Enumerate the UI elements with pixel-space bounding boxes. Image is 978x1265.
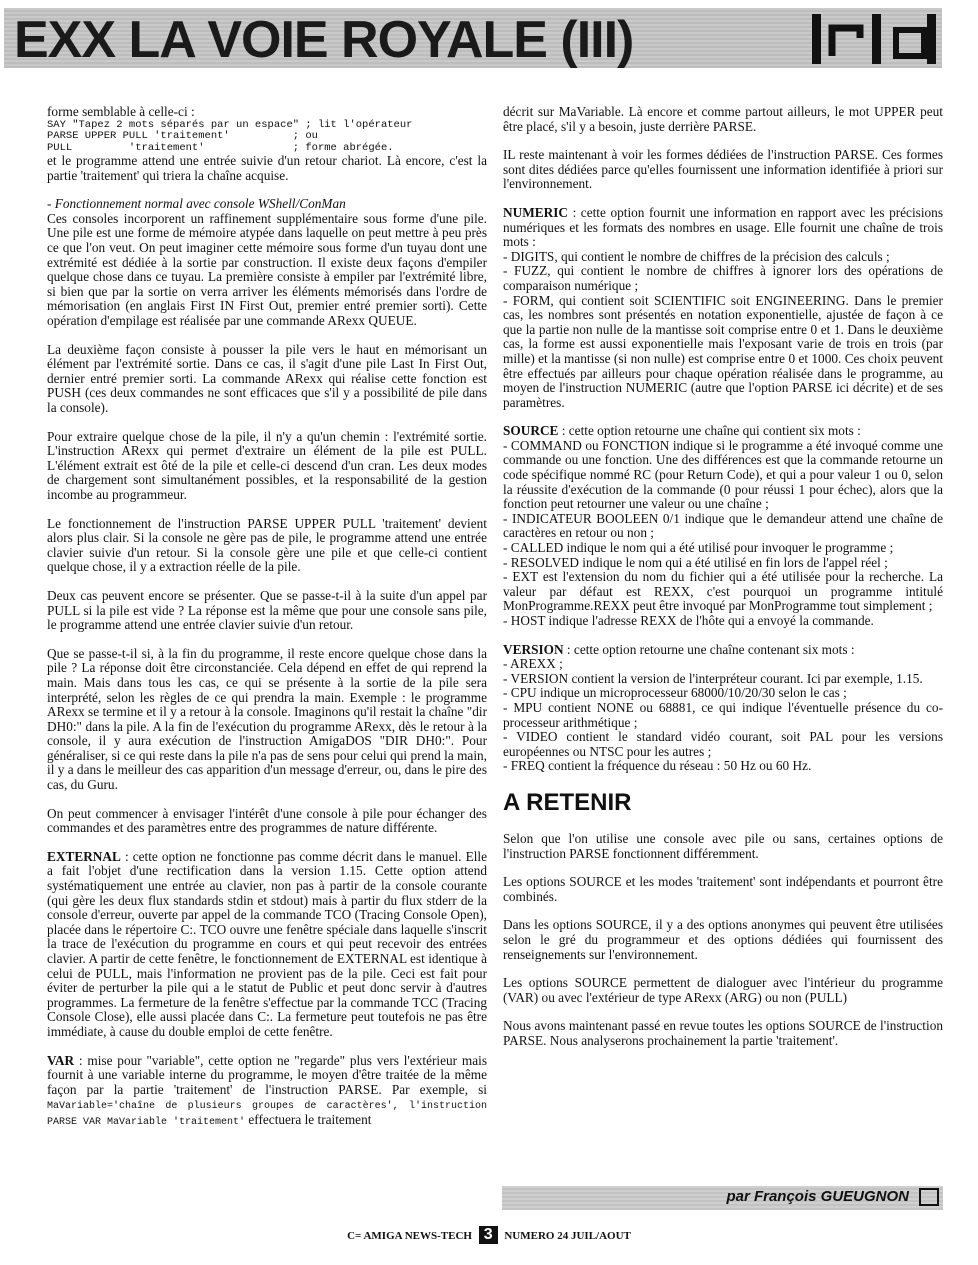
left-column	[47, 105, 487, 1142]
paragraph: Deux cas peuvent encore se présenter. Que se passe-t-il à la suite d'un appel par PULL si la pile est vide ? La réponse est la même que pour une console sans pile, le programme attend une entrée clavier suivie d'un retour.	[47, 587, 487, 633]
text: : cette option retourne une chaîne contenant six mots :	[563, 641, 855, 657]
list-item: - DIGITS, qui contient le nombre de chiffres de la précision des calculs ;	[503, 248, 890, 264]
paragraph: Les options SOURCE et les modes 'traitement' sont indépendants et pourront être combinés.	[503, 874, 943, 904]
page-number: 3	[479, 1226, 498, 1244]
byline-bar	[502, 1186, 943, 1210]
text: : mise pour "variable", cette option ne "regarde" plus vers l'extérieur mais fournit à une variable interne du programme, le moyen d'être traitée de la même façon par la partie 'traitement' de l'instruction PARSE. Par exemple, si	[47, 1052, 487, 1097]
title-banner	[4, 8, 942, 68]
footer-magazine: C= AMIGA NEWS-TECH	[347, 1230, 472, 1242]
page-title: EXX LA VOIE ROYALE (III)	[14, 11, 634, 69]
list-item: - HOST indique l'adresse REXX de l'hôte qui a envoyé la commande.	[503, 613, 874, 628]
list-item: - FUZZ, qui contient le nombre de chiffres à ignorer lors des opérations de comparaison numérique ;	[503, 263, 943, 293]
list-item: - FORM, qui contient soit SCIENTIFIC soit ENGINEERING. Dans le premier cas, les nombres sont présentés en notation exponentielle, ajustée de façon à ce que la partie non nulle de la mantisse soit comprise entre 0 et 1. Dans le deuxième cas, la forme est aussi exponentielle mais l'exposant varie de trois en trois (par mille) et la mantisse (si non nulle) est comprise entre 0 et 1000. Ces choix peuvent être effectués par ailleurs pour chaque opération réalisée dans le programme, au moyen de l'instruction NUMERIC (autre que l'option PARSE ici décrite) et de ses paramètres.	[503, 292, 943, 410]
inline-code: MaVariable='chaîne de plusieurs groupes de caractères', l'instruction PARSE VAR MaVariable 'traitement'	[47, 1101, 487, 1128]
paragraph: La deuxième façon consiste à pousser la pile vers le haut en mémorisant un élément par l'extrémité sortie. Dans ce cas, il s'agit d'une pile Last In First Out, dernier entré premier sorti. La commande ARexx qui réalise cette fonction est PUSH (ces deux commandes ne sont efficaces que s'il y a possibilité de pile dans la console).	[47, 341, 487, 415]
keyword: SOURCE	[503, 423, 559, 439]
paragraph: Le fonctionnement de l'instruction PARSE UPPER PULL 'traitement' devient alors plus clair. Si la console ne gère pas de pile, le programme attend une entrée clavier suivie d'un retour. Si la console gère une pile et que celle-ci contient quelque chose, il y a extraction réelle de la pile.	[47, 515, 487, 575]
paragraph: Ces consoles incorporent un raffinement supplémentaire sous forme d'une pile. Une pile est une forme de mémoire atypée dans laquelle on peut mettre à peu près ce que l'on veut. On peut imaginer cette mémoire sous forme d'un tuyau dont une extrémité est dédiée à la sortie par construction. Il existe deux façons d'empiler quelque chose dans ce tuyau. La première consiste à empiler par l'extrémité libre, si bien que par la sortie on verra arriver les éléments mémorisés dans l'ordre de mémorisation (en anglais First IN First Out, premier entré premier sorti). Cette opération d'empilage est réalisée par une commande ARexx QUEUE.	[47, 210, 487, 329]
keyword: NUMERIC	[503, 204, 569, 220]
paragraph: Pour extraire quelque chose de la pile, il n'y a qu'un chemin : l'extrémité sortie. L'instruction ARexx qui permet d'extraire un élément de la pile est PULL. L'élément extrait est ôté de la pile et celle-ci descend d'un cran. Les deux modes de chargement sont simultanément possibles, et la responsabilité de la gestion incombe au programmeur.	[47, 428, 487, 502]
list-item: - CALLED indique le nom qui a été utilisé pour invoquer le programme ;	[503, 540, 894, 556]
paragraph-source	[503, 424, 943, 439]
list-item: - COMMAND ou FONCTION indique si le programme a été invoqué comme une commande ou une fonction. Une des différences est que la commande retourne un code spécifique nommé RC (pour Return Code), et qui a pour valeur 1 ou 0, selon la réussite d'exécution de la commande (0 pour réussi 1 pour échec), alors que la fonction peut retourner une valeur ou une chaîne ;	[503, 437, 943, 512]
keyword: VERSION	[503, 641, 564, 657]
paragraph: et le programme attend une entrée suivie d'un retour chariot. Là encore, c'est la partie 'traitement' qui triera la chaîne acquise.	[47, 153, 487, 183]
logo-mini-icon	[919, 1188, 939, 1206]
list-item: - EXT est l'extension du nom du fichier qui a été utilisée pour la recherche. La valeur par défaut est REXX, c'est pourquoi un programme intitulé MonProgramme.REXX peut être invoqué par MonProgramme tout simplement ;	[503, 569, 943, 614]
list-item: - RESOLVED indique le nom qui a été utilisé en fin lors de l'appel réel ;	[503, 554, 888, 570]
author-byline: par François GUEUGNON	[726, 1188, 909, 1205]
section-heading: A RETENIR	[503, 788, 632, 816]
subheading: - Fonctionnement normal avec console WShell/ConMan	[47, 196, 346, 212]
paragraph-external	[47, 850, 487, 1040]
list-item: - CPU indique un microprocesseur 68000/10/20/30 selon le cas ;	[503, 685, 847, 701]
text: effectuera le traitement	[245, 1111, 372, 1127]
keyword: VAR	[47, 1052, 75, 1068]
text: : cette option ne fonctionne pas comme décrit dans le manuel. Elle a fait l'objet d'une rectification dans la version 1.15. Cette option attend systématiquement une entrée au clavier, non pas à partir de la console courante (qui gère les deux flux standards stdin et stdout) mais à partir du flux stderr de la console d'erreur, ouverte par appel de la commande TCO (Tracing Console Open), placée dans le répertoire C:. TCO ouvre une fenêtre spéciale dans laquelle s'inscrit la trace de l'exécution du programme en cours et qui peut recevoir des entrées clavier. A partir de cette fenêtre, le fonctionnement de EXTERNAL est identique à celui de PULL, mais l'information ne provient pas de la pile. Ceci est fait pour éviter de perturber la pile qui a le statut de Public et peut donc servir à d'autres programmes. La fermeture de la fenêtre s'effectue par la commande TCC (Tracing Console Close), elle aussi placée dans C:. La fermeture peut toutefois ne pas être immédiate, à cause du double emploi de cette fenêtre.	[47, 848, 487, 1039]
paragraph: IL reste maintenant à voir les formes dédiées de l'instruction PARSE. Ces formes sont dites dédiées parce qu'elles fournissent une information identifiée à priori sur l'environnement.	[503, 147, 943, 192]
keyword: EXTERNAL	[47, 848, 121, 864]
paragraph-var	[47, 1054, 487, 1129]
paragraph: On peut commencer à envisager l'intérêt d'une console à pile pour échanger des commandes et des paramètres entre des programmes de nature différente.	[47, 805, 487, 836]
list-item: - AREXX ;	[503, 656, 563, 672]
list-item: - FREQ contient la fréquence du réseau : 50 Hz ou 60 Hz.	[503, 758, 812, 774]
paragraph: forme semblable à celle-ci :	[47, 104, 195, 119]
paragraph: décrit sur MaVariable. Là encore et comme partout ailleurs, le mot UPPER peut être placé, s'il y a besoin, juste derrière PARSE.	[503, 104, 943, 134]
paragraph: Que se passe-t-il si, à la fin du programme, il reste encore quelque chose dans la pile ? La réponse doit être circonstanciée. Cela dépend en effet de qui reprend la main. Mais dans tous les cas, ce qui se présente à la sortie de la pile sera interprété, selon les règles de ce qui prendra la main. Exemple : le programme ARexx se termine et il y a retour à la console. Imaginons qu'il restait la chaîne "dir DH0:" dans la pile. A la fin de l'exécution du programme ARexx, dès le retour à la console, il y aura exécution de l'instruction AmigaDOS "DIR DH0:". Pour généraliser, si ce qui reste dans la pile n'a pas de sens pour celui qui prend la main, il y a dans le meilleur des cas apparition d'un message d'erreur, ou, dans le pire des cas, du Guru.	[47, 645, 487, 793]
paragraph-version	[503, 643, 943, 658]
paragraph: Selon que l'on utilise une console avec pile ou sans, certaines options de l'instruction PARSE fonctionnent différemment.	[503, 830, 943, 861]
list-item: - MPU contient NONE ou 68881, ce qui indique l'éventuelle présence du co-processeur arithmétique ;	[503, 699, 943, 730]
page-footer	[0, 1226, 978, 1244]
logo-icon	[812, 14, 936, 64]
list-item: - VERSION contient la version de l'interpréteur courant. Ici par exemple, 1.15.	[503, 670, 923, 686]
paragraph: Nous avons maintenant passé en revue toutes les options SOURCE de l'instruction PARSE. Nous analyserons prochainement la partie 'traitement'.	[503, 1018, 943, 1048]
list-item: - INDICATEUR BOOLEEN 0/1 indique que le demandeur attend une chaîne de caractères en retour ou non ;	[503, 510, 943, 541]
text: : cette option fournit une information en rapport avec les précisions numériques et les formats des nombres en usage. Elle fournit une chaîne de trois mots :	[503, 204, 943, 250]
right-column	[503, 105, 943, 1062]
code-block: SAY "Tapez 2 mots séparés par un espace" ; lit l'opérateur PARSE UPPER PULL 'traitement' ; ou PULL 'traitement' ; forme abrégée.	[47, 118, 413, 154]
paragraph: Dans les options SOURCE, il y a des options anonymes qui peuvent être utilisées selon le gré du programmeur et des options dédiées qui fournissent des renseignements sur l'environnement.	[503, 917, 943, 962]
footer-issue: NUMERO 24 JUIL/AOUT	[504, 1230, 631, 1242]
text: : cette option retourne une chaîne qui contient six mots :	[558, 423, 861, 439]
list-item: - VIDEO contient le standard vidéo courant, soit PAL pour les versions européennes ou NTSC pour les autres ;	[503, 729, 943, 759]
paragraph-numeric	[503, 206, 943, 250]
paragraph: Les options SOURCE permettent de dialoguer avec l'intérieur du programme (VAR) ou avec l'extérieur de type ARexx (ARG) ou non (PULL)	[503, 975, 943, 1005]
